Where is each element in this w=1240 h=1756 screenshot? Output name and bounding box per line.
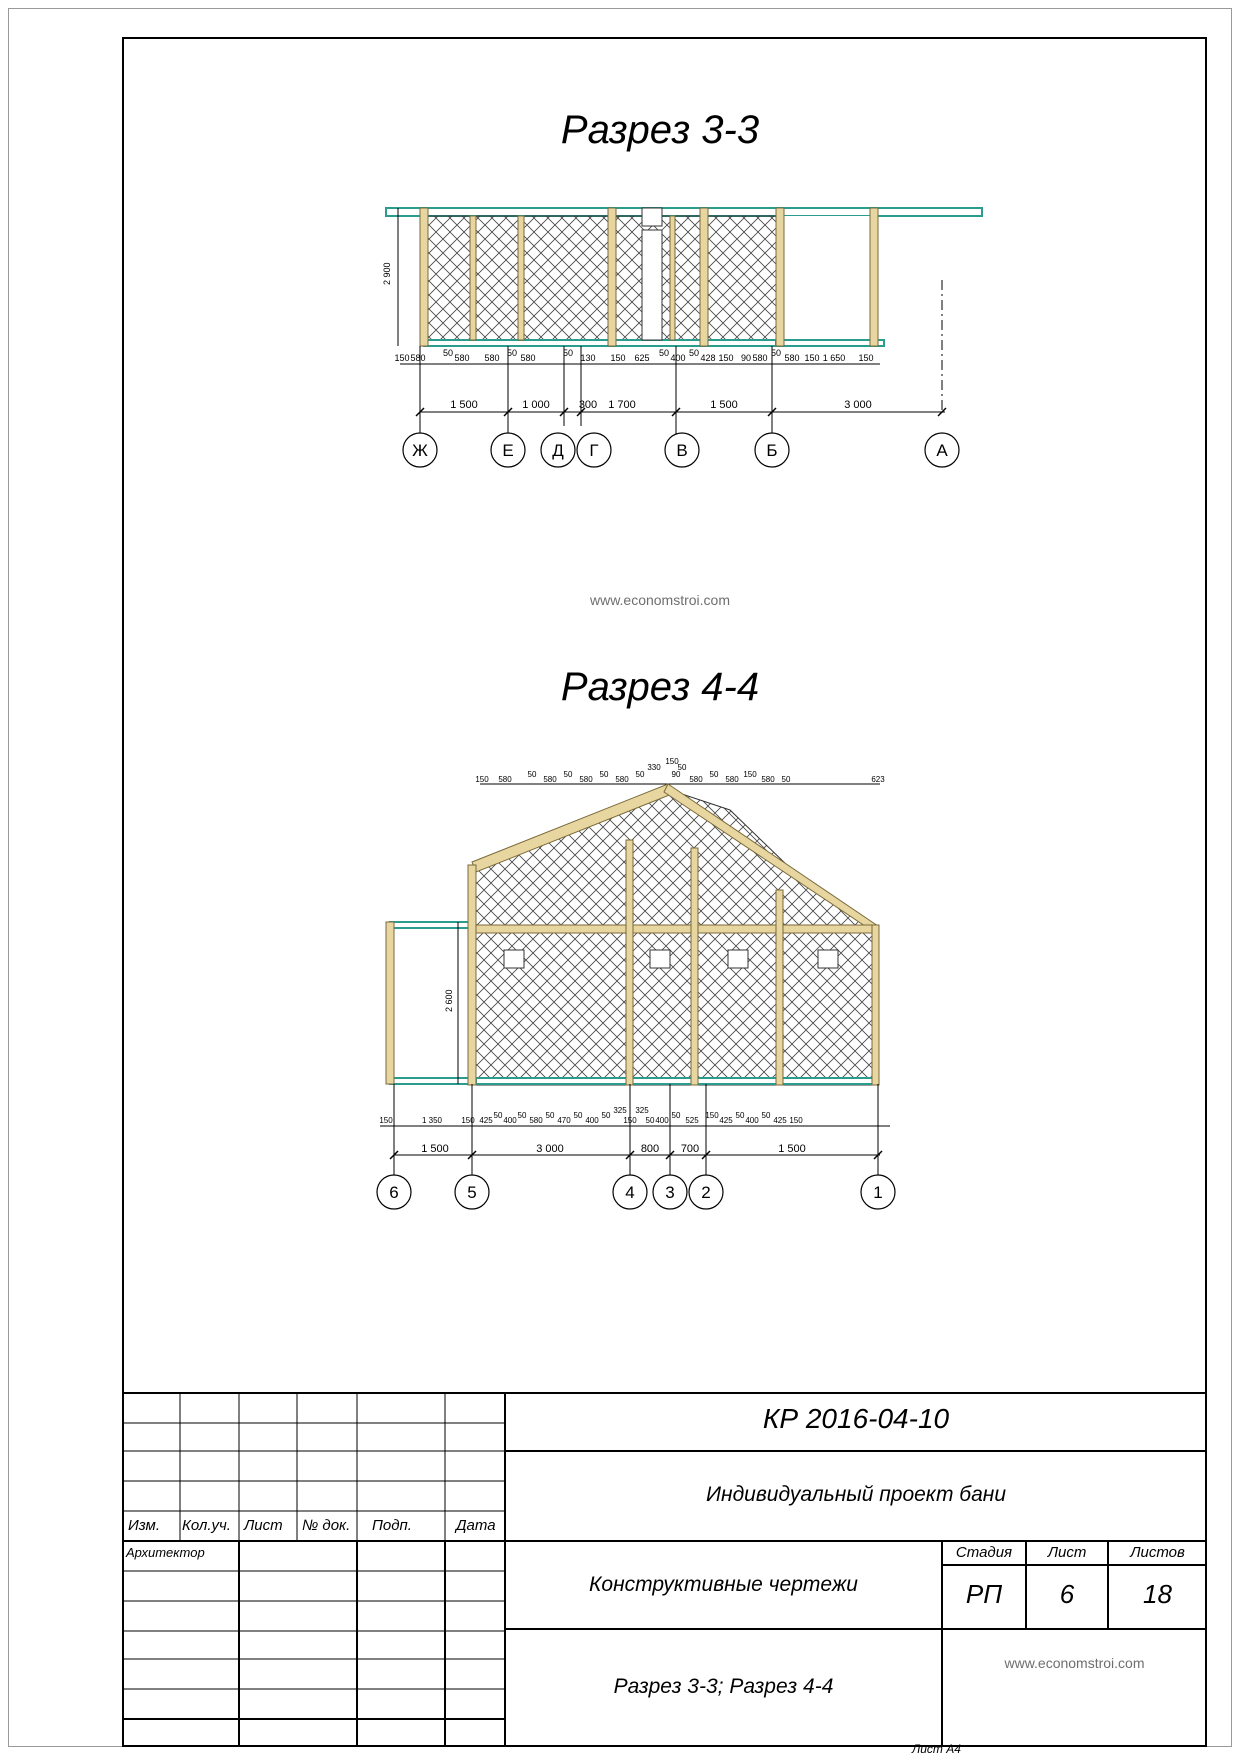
svg-text:50: 50	[493, 1111, 503, 1120]
detail-dims	[394, 348, 873, 363]
bottom-plate	[476, 1078, 876, 1084]
svg-text:580: 580	[484, 353, 500, 363]
header-izm: Изм.	[128, 1517, 160, 1534]
svg-text:580: 580	[752, 353, 768, 363]
axis-label-5: 5	[467, 1183, 477, 1202]
header-sign: Подп.	[372, 1517, 412, 1534]
svg-text:580: 580	[498, 775, 512, 784]
axis-label-2: 2	[701, 1183, 711, 1202]
ceiling-beam	[476, 925, 876, 933]
porch-bay	[390, 922, 472, 1084]
stage-header: Стадия	[955, 1544, 1013, 1561]
svg-text:300: 300	[578, 399, 598, 411]
axis-dims	[450, 399, 872, 411]
svg-text:50: 50	[688, 348, 700, 358]
height-dim: 2 900	[382, 262, 392, 285]
svg-text:150: 150	[858, 353, 874, 363]
section-4-4-drawing	[379, 750, 920, 1230]
insulation-panel	[428, 216, 776, 340]
svg-text:150: 150	[665, 757, 679, 766]
sheet-value: 6	[1059, 1579, 1075, 1609]
svg-text:50: 50	[671, 1111, 681, 1120]
svg-text:623: 623	[871, 775, 885, 784]
svg-text:580: 580	[579, 775, 593, 784]
svg-text:150: 150	[623, 1116, 637, 1125]
sheet-format: Лист А4	[912, 1742, 961, 1756]
svg-text:470: 470	[557, 1116, 571, 1125]
svg-text:130: 130	[580, 353, 596, 363]
svg-text:425: 425	[773, 1116, 787, 1125]
svg-text:3 000: 3 000	[844, 399, 872, 411]
svg-text:50: 50	[506, 348, 518, 358]
svg-text:50: 50	[761, 1111, 771, 1120]
svg-text:50: 50	[635, 770, 645, 779]
header-list: Лист	[244, 1517, 283, 1534]
stage-value: РП	[965, 1579, 1003, 1609]
svg-text:50: 50	[709, 770, 719, 779]
vent-opening	[642, 208, 662, 226]
svg-text:50: 50	[677, 763, 687, 772]
svg-text:50: 50	[645, 1116, 655, 1125]
section-3-3-title: Разрез 3-3	[560, 108, 760, 152]
svg-text:150: 150	[475, 775, 489, 784]
axis-label-1: 1	[873, 1183, 883, 1202]
svg-text:150: 150	[461, 1116, 475, 1125]
svg-text:150: 150	[789, 1116, 803, 1125]
header-doc-no: № док.	[302, 1517, 351, 1534]
svg-text:625: 625	[634, 353, 650, 363]
open-bay	[776, 216, 872, 340]
svg-text:50: 50	[545, 1111, 555, 1120]
svg-text:1 500: 1 500	[710, 399, 738, 411]
svg-text:1 700: 1 700	[608, 399, 636, 411]
svg-text:325: 325	[635, 1106, 649, 1115]
svg-text:425: 425	[479, 1116, 493, 1125]
axis-dims	[421, 1143, 806, 1155]
svg-text:1 000: 1 000	[522, 399, 550, 411]
svg-text:580: 580	[543, 775, 557, 784]
svg-text:150: 150	[743, 770, 757, 779]
svg-text:580: 580	[529, 1116, 543, 1125]
svg-text:150: 150	[718, 353, 734, 363]
axis-label-zh: Ж	[412, 441, 428, 460]
axis-label-3: 3	[665, 1183, 675, 1202]
svg-text:3 000: 3 000	[536, 1143, 564, 1155]
svg-text:150: 150	[610, 353, 626, 363]
svg-text:580: 580	[454, 353, 470, 363]
svg-text:90: 90	[740, 353, 752, 363]
svg-text:1 650: 1 650	[822, 353, 846, 363]
top-dims	[475, 757, 885, 784]
axis-label-e: Е	[502, 441, 514, 460]
svg-text:1 500: 1 500	[421, 1143, 449, 1155]
svg-text:525: 525	[685, 1116, 699, 1125]
svg-text:428: 428	[700, 353, 716, 363]
watermark-top: www.economstroi.com	[589, 592, 731, 608]
axis-label-a: А	[936, 441, 948, 460]
svg-text:150: 150	[705, 1111, 719, 1120]
svg-text:50: 50	[442, 348, 454, 358]
bottom-plate-right	[776, 340, 884, 346]
svg-text:400: 400	[745, 1116, 759, 1125]
svg-text:700: 700	[680, 1143, 700, 1155]
svg-text:580: 580	[410, 353, 426, 363]
svg-text:50: 50	[781, 775, 791, 784]
svg-text:50: 50	[601, 1111, 611, 1120]
svg-text:800: 800	[640, 1143, 660, 1155]
svg-text:50: 50	[735, 1111, 745, 1120]
header-kol-uch: Кол.уч.	[182, 1517, 231, 1534]
svg-text:50: 50	[658, 348, 670, 358]
section-4-4-title: Разрез 4-4	[560, 665, 760, 709]
insulation-panel	[475, 790, 875, 1085]
section-3-3-drawing	[380, 190, 1000, 530]
sheets-header: Листов	[1130, 1544, 1185, 1561]
svg-text:580: 580	[689, 775, 703, 784]
svg-text:580: 580	[615, 775, 629, 784]
axis-label-d: Д	[552, 441, 564, 460]
sheet-title: Разрез 3-3; Разрез 4-4	[613, 1675, 834, 1698]
svg-text:1 500: 1 500	[450, 399, 478, 411]
axis-label-g: Г	[589, 441, 599, 460]
project-name: Индивидуальный проект бани	[705, 1483, 1007, 1506]
sheet-header: Лист	[1047, 1544, 1087, 1561]
svg-text:330: 330	[647, 763, 661, 772]
svg-text:50: 50	[517, 1111, 527, 1120]
sheets-value: 18	[1143, 1579, 1172, 1609]
svg-text:400: 400	[503, 1116, 517, 1125]
axis-label-6: 6	[389, 1183, 399, 1202]
svg-text:580: 580	[520, 353, 536, 363]
svg-text:580: 580	[725, 775, 739, 784]
top-plate	[386, 208, 982, 216]
header-date: Дата	[456, 1517, 496, 1534]
svg-text:325: 325	[613, 1106, 627, 1115]
svg-text:50: 50	[562, 348, 574, 358]
svg-text:150: 150	[804, 353, 820, 363]
title-block-website: www.economstroi.com	[1004, 1655, 1145, 1671]
axis-label-4: 4	[625, 1183, 635, 1202]
axis-label-b: Б	[766, 441, 778, 460]
drawing-set-name: Конструктивные чертежи	[589, 1573, 858, 1596]
svg-text:400: 400	[585, 1116, 599, 1125]
bottom-dims	[379, 1106, 803, 1125]
svg-text:400: 400	[670, 353, 686, 363]
svg-text:150: 150	[379, 1116, 393, 1125]
title-block	[122, 1393, 1207, 1747]
door-opening	[642, 230, 662, 340]
height-dim: 2 600	[444, 989, 454, 1012]
svg-text:580: 580	[784, 353, 800, 363]
svg-text:425: 425	[719, 1116, 733, 1125]
svg-text:1 350: 1 350	[421, 1116, 443, 1125]
svg-text:150: 150	[394, 353, 410, 363]
svg-text:50: 50	[770, 348, 782, 358]
svg-text:50: 50	[599, 770, 609, 779]
role-architect: Архитектор	[126, 1545, 205, 1560]
axis-label-v: В	[676, 441, 688, 460]
svg-text:400: 400	[655, 1116, 669, 1125]
svg-text:50: 50	[573, 1111, 583, 1120]
bottom-plate	[424, 340, 784, 346]
svg-text:50: 50	[527, 770, 537, 779]
document-code: КР 2016-04-10	[762, 1403, 950, 1434]
svg-text:1 500: 1 500	[778, 1143, 806, 1155]
svg-text:90: 90	[671, 770, 681, 779]
svg-text:580: 580	[761, 775, 775, 784]
svg-text:50: 50	[563, 770, 573, 779]
